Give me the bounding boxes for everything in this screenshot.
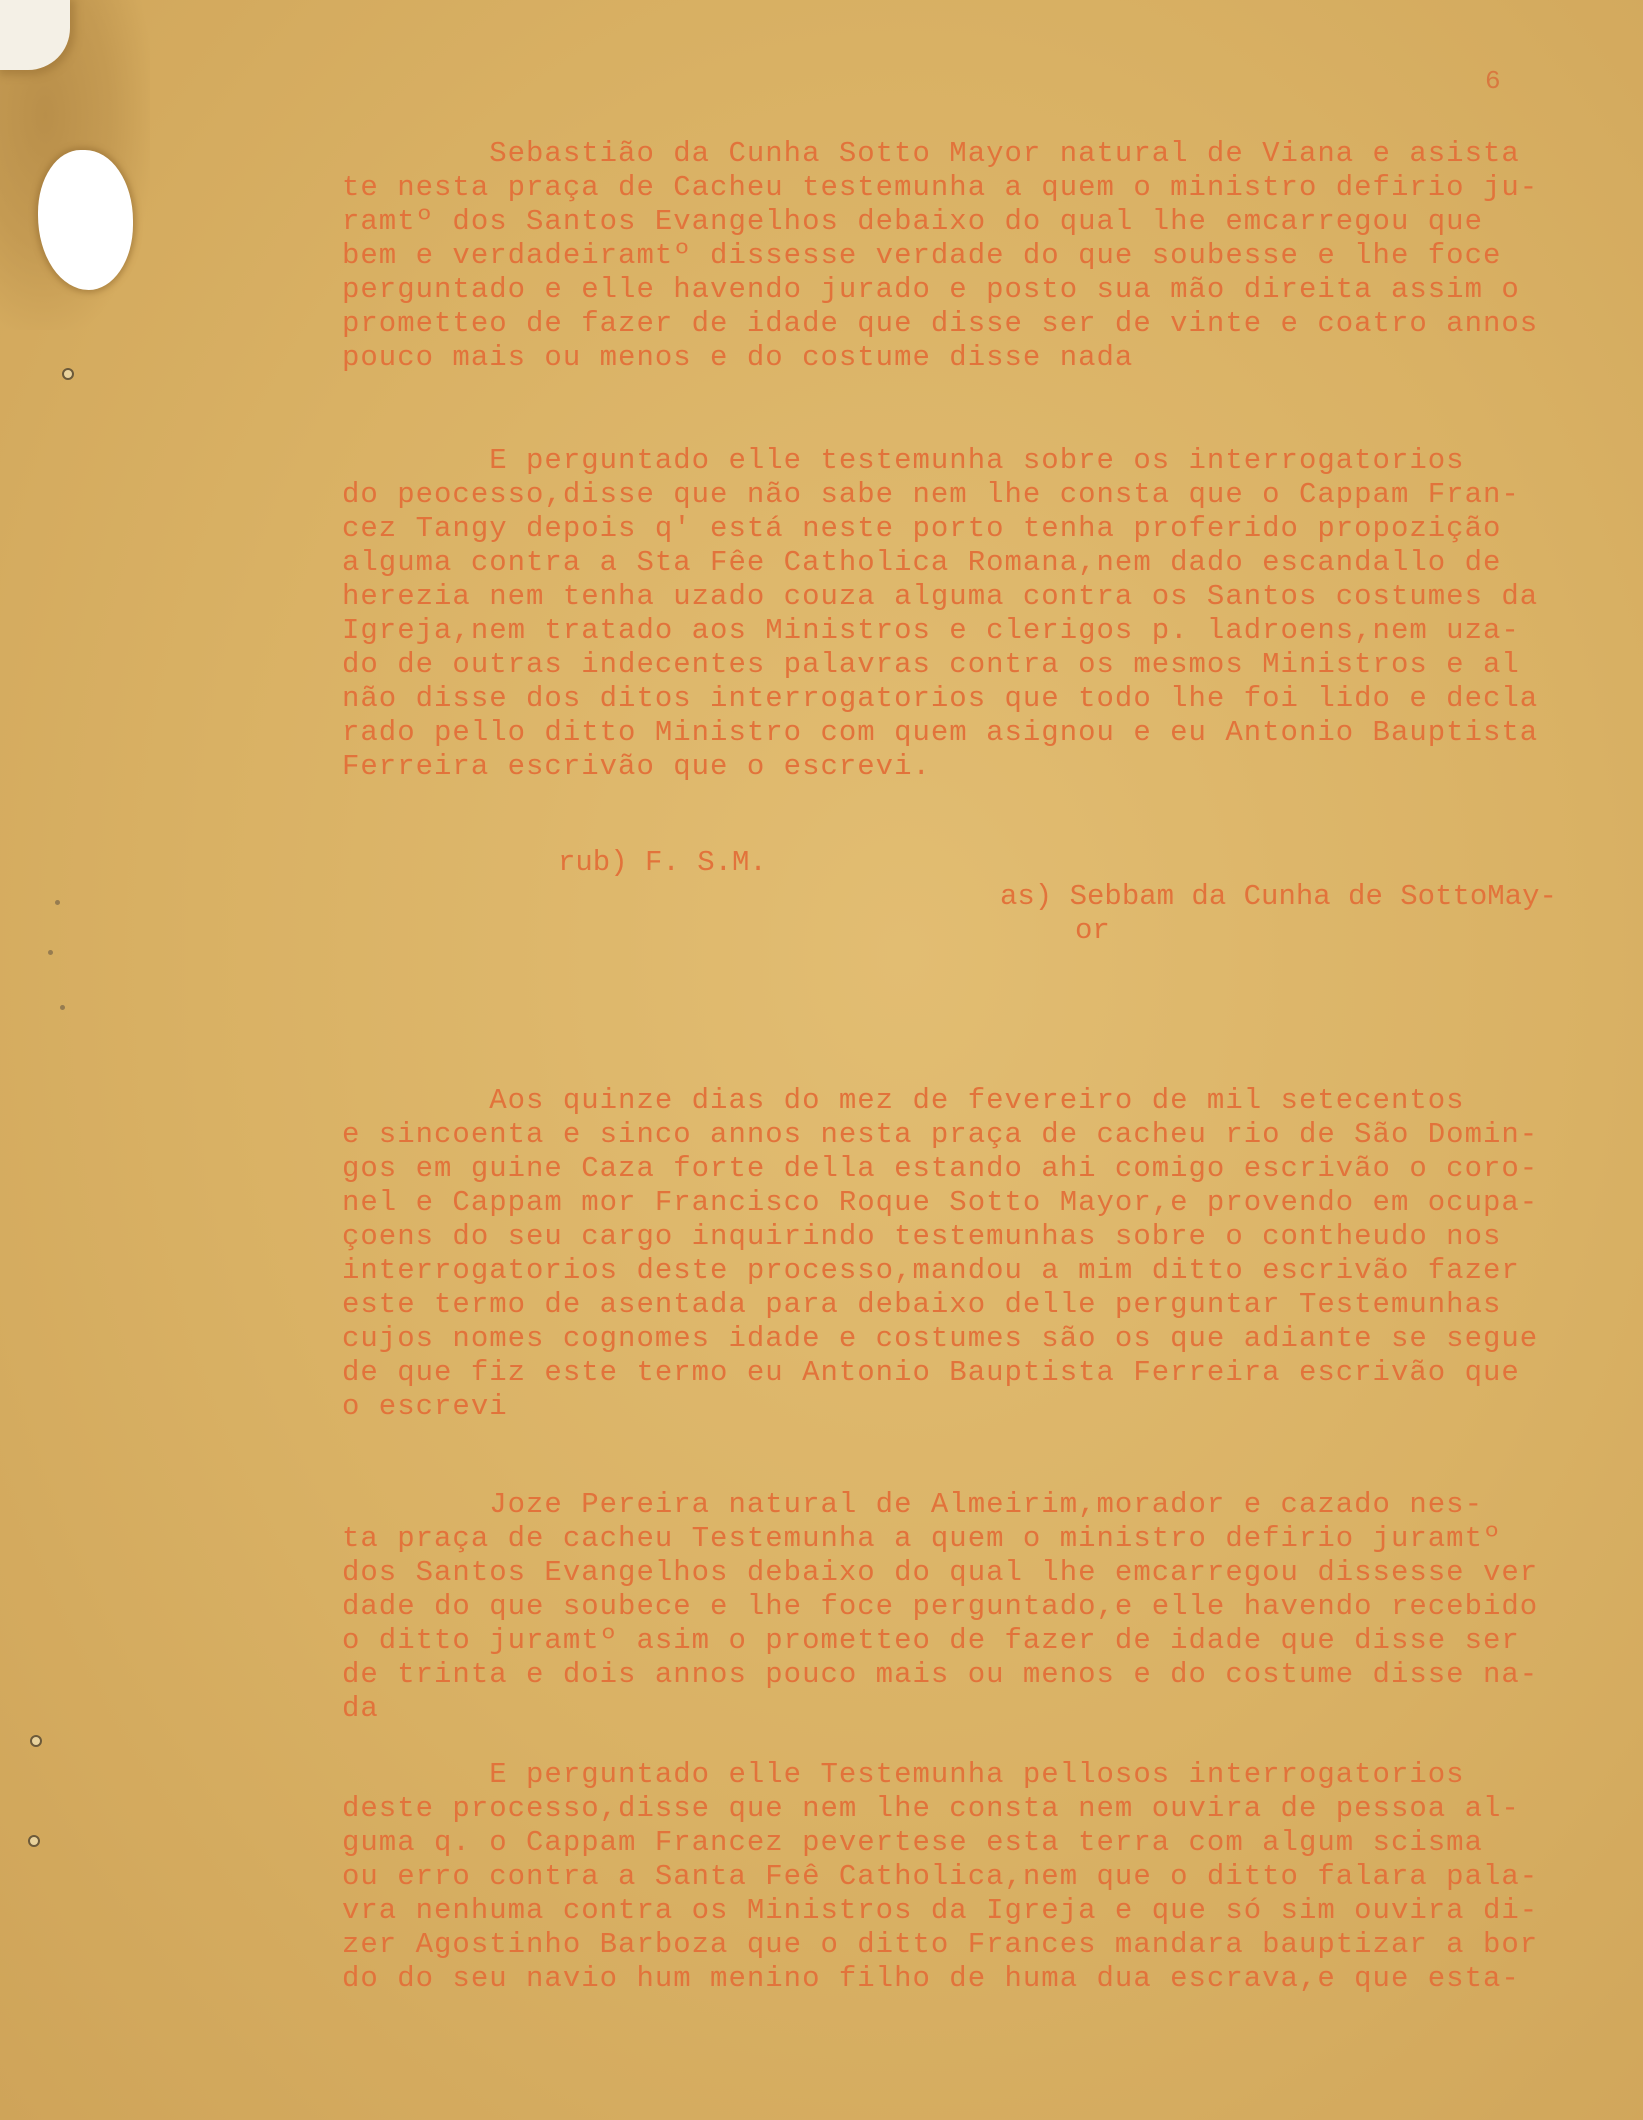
text-line: çoens do seu cargo inquirindo testemunhas sobre o contheudo nos [342,1220,1502,1253]
text-line: alguma contra a Sta Fêe Catholica Romana,nem dado escandallo de [342,546,1502,579]
text-line: o escrevi [342,1390,508,1423]
rubric-signature: rub) F. S.M. [558,846,767,879]
paper-speck [55,900,60,905]
page-number: 6 [1485,66,1501,96]
text-line: não disse dos ditos interrogatorios que todo lhe foi lido e decla [342,682,1539,715]
text-line: do de outras indecentes palavras contra os mesmos Ministros e al [342,648,1520,681]
text-line: da [342,1692,379,1725]
text-line: te nesta praça de Cacheu testemunha a quem o ministro defirio ju- [342,171,1539,204]
signature-line-2: or [1075,914,1110,947]
text-line: cujos nomes cognomes idade e costumes são os que adiante se segue [342,1322,1539,1355]
text-line: bem e verdadeiramtº dissesse verdade do que soubesse e lhe foce [342,239,1502,272]
paragraph-testimony-2 [342,1488,1632,1726]
text-line: perguntado e elle havendo jurado e posto sua mão direita assim o [342,273,1520,306]
paper-speck [60,1005,65,1010]
punch-hole-mark [62,368,74,380]
text-line: dade do que soubece e lhe foce perguntado,e elle havendo recebido [342,1590,1539,1623]
text-line: Joze Pereira natural de Almeirim,morador e cazado nes- [342,1488,1483,1521]
punch-hole-mark [30,1735,42,1747]
text-line: nel e Cappam mor Francisco Roque Sotto Mayor,e provendo em ocupa- [342,1186,1539,1219]
text-line: interrogatorios deste processo,mandou a mim ditto escrivão fazer [342,1254,1520,1287]
text-line: de que fiz este termo eu Antonio Bauptista Ferreira escrivão que [342,1356,1520,1389]
text-line: e sincoenta e sinco annos nesta praça de cacheu rio de São Domin- [342,1118,1539,1151]
text-line: do peocesso,disse que não sabe nem lhe consta que o Cappam Fran- [342,478,1520,511]
text-line: dos Santos Evangelhos debaixo do qual lhe emcarregou dissesse ver [342,1556,1539,1589]
paragraph-interrogation-2 [342,1758,1632,1996]
punch-hole-mark [28,1835,40,1847]
text-line: rado pello ditto Ministro com quem asignou e eu Antonio Bauptista [342,716,1539,749]
text-line: ramtº dos Santos Evangelhos debaixo do qual lhe emcarregou que [342,205,1483,238]
text-line: do do seu navio hum menino filho de huma dua escrava,e que esta- [342,1962,1520,1995]
text-line: ou erro contra a Santa Feê Catholica,nem que o ditto falara pala- [342,1860,1539,1893]
paragraph-interrogation-1 [342,444,1632,784]
text-line: deste processo,disse que nem lhe consta nem ouvira de pessoa al- [342,1792,1520,1825]
text-line: zer Agostinho Barboza que o ditto Frances mandara bauptizar a bor [342,1928,1539,1961]
text-line: herezia nem tenha uzado couza alguma contra os Santos costumes da [342,580,1539,613]
text-line: gos em guine Caza forte della estando ahi comigo escrivão o coro- [342,1152,1539,1185]
text-line: ta praça de cacheu Testemunha a quem o ministro defirio juramtº [342,1522,1502,1555]
paper-speck [48,950,53,955]
text-line: este termo de asentada para debaixo delle perguntar Testemunhas [342,1288,1502,1321]
text-line: E perguntado elle Testemunha pellosos interrogatorios [342,1758,1465,1791]
text-line: Ferreira escrivão que o escrevi. [342,750,931,783]
text-line: E perguntado elle testemunha sobre os interrogatorios [342,444,1465,477]
text-line: de trinta e dois annos pouco mais ou menos e do costume disse na- [342,1658,1539,1691]
text-line: o ditto juramtº asim o prometteo de fazer de idade que disse ser [342,1624,1520,1657]
text-line: Aos quinze dias do mez de fevereiro de mil setecentos [342,1084,1465,1117]
paragraph-testimony-1 [342,137,1632,375]
text-line: prometteo de fazer de idade que disse ser de vinte e coatro annos [342,307,1539,340]
signature-line-1: as) Sebbam da Cunha de SottoMay- [1000,880,1557,913]
text-line: cez Tangy depois q' está neste porto tenha proferido propozição [342,512,1502,545]
text-line: vra nenhuma contra os Ministros da Igreja e que só sim ouvira di- [342,1894,1539,1927]
text-line: Sebastião da Cunha Sotto Mayor natural de Viana e asista [342,137,1520,170]
text-line: Igreja,nem tratado aos Ministros e clerigos p. ladroens,nem uza- [342,614,1520,647]
paragraph-asentada [342,1084,1632,1424]
text-line: pouco mais ou menos e do costume disse nada [342,341,1134,374]
text-line: guma q. o Cappam Francez pevertese esta terra com algum scisma [342,1826,1483,1859]
